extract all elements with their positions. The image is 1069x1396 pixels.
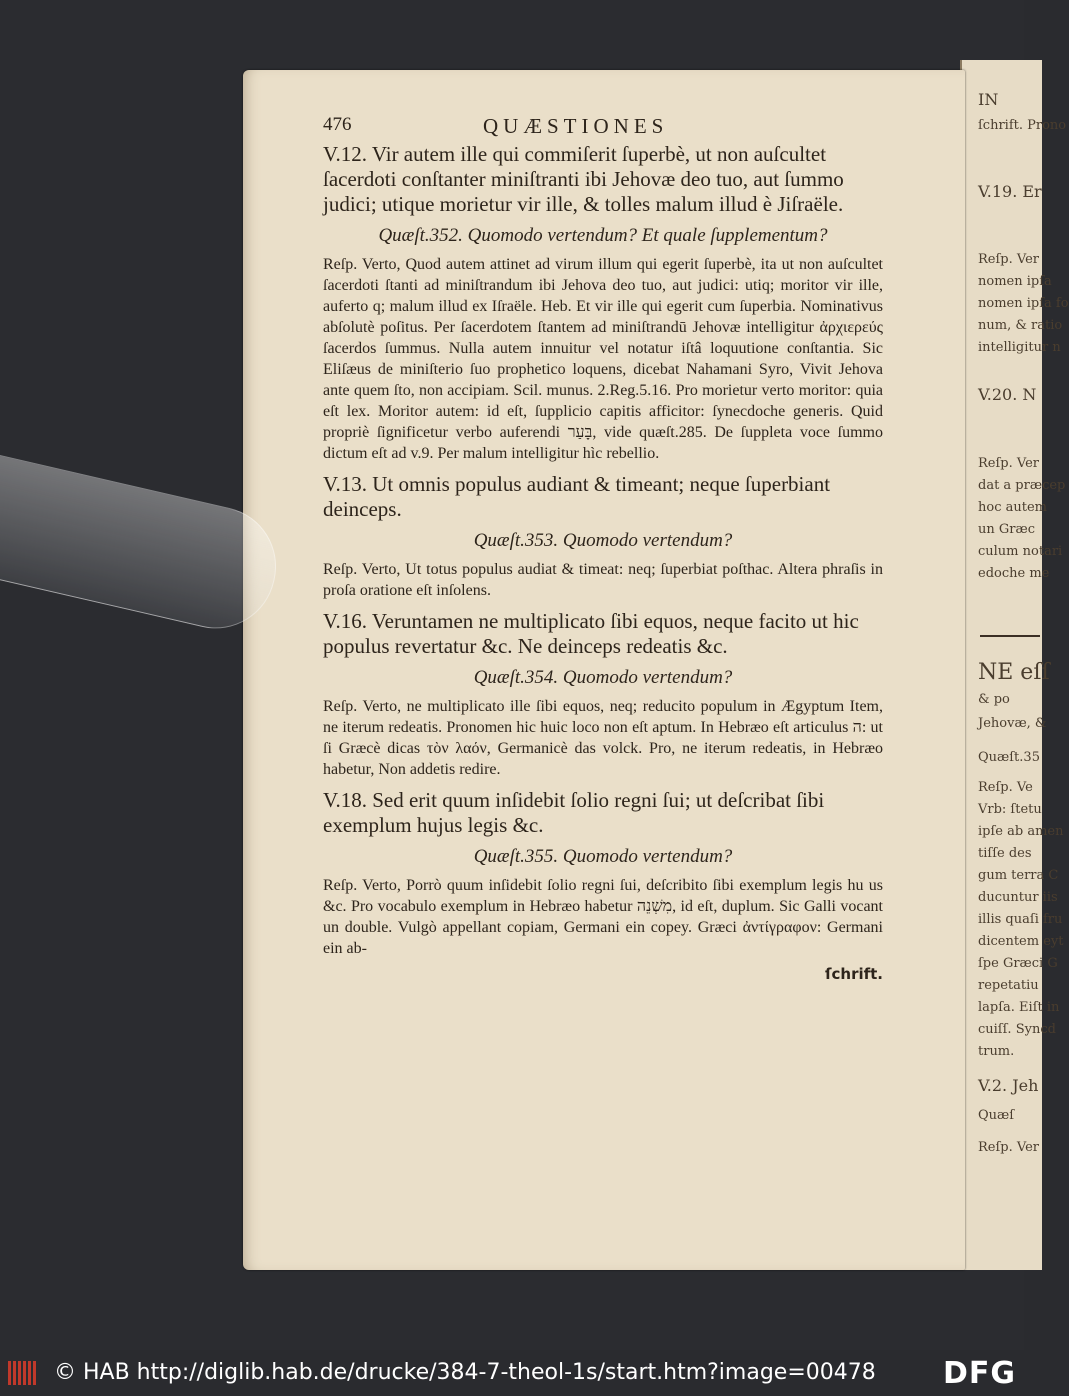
adjacent-page-fragment <box>960 60 1069 1270</box>
response-text: Reſp. Verto, Quod autem attinet ad virum illum qui egerit ſuperbè, ita ut non auſcultet ſacerdoti ſtanti ad miniſtrandum ibi Jehova deo tuo, aut judici: utiq; moritor vir ille, auferto q; malum illud ex Iſraële. Heb. Et vir ille qui egerit cum ſuperbia. Nominativus abſolutè poſitus. Per ſacerdotem ſtantem ad miniſtrandū Jehovæ intelligitur ἀρχιερεύς ſacerdos ſummus. Nulla autem innuitur vel notatur iſtâ loquutione conſtantia. Sic Eliſæus de miniſterio ſuo prophetico loquens, dicebat Nahamani Syro, Vivit Jehova ante quem ſto, non accipiam. Scil. munus. 2.Reg.5.16. Pro morietur verto moritor: quia eſt lex. Moritor autem: id eſt, ſupplicio capitis afficitor: ſynecdoche generis. Quid propriè ſignificetur verbo auferendi בָּעַר, vide quæſt.285. De ſuppleta voce ſummo dictum eſt ad v.9. Per malum intelligitur hìc rebellio. <box>323 256 883 462</box>
verse-text: V.16. Veruntamen ne multiplicato ſibi equos, neque facito ut hic populus revertatur &c. Ne deinceps redeatis &c. <box>323 609 859 658</box>
question-heading: Quæſt.355. Quomodo vertendum? <box>473 846 733 867</box>
fragment: cuiſſ. Syncd <box>978 1022 1056 1037</box>
fragment: V.19. Er <box>978 182 1042 201</box>
running-title: QUÆSTIONES <box>483 114 669 138</box>
fragment: Reſp. Ver <box>978 456 1039 471</box>
fragment: edoche me <box>978 566 1050 581</box>
fragment: repetatiu <box>978 978 1039 993</box>
fragment: V.20. N <box>978 385 1037 404</box>
book-page <box>243 70 965 1270</box>
fragment: trum. <box>978 1044 1015 1059</box>
fragment: Quæſt.35 <box>978 750 1040 765</box>
fragment: Quæſ <box>978 1108 1015 1123</box>
fragment: & po <box>978 692 1010 707</box>
fragment: Reſp. Ve <box>978 780 1033 795</box>
verse-text: V.13. Ut omnis populus audiant & timeant; neque ſuperbiant deinceps. <box>323 472 831 521</box>
fragment: Reſp. Ver <box>978 252 1039 267</box>
response-text: Reſp. Verto, Porrò quum inſidebit ſolio regni ſui, deſcribito ſibi exemplum legis hu us &c. Pro vocabulo exemplum in Hebræo habetur מִשְׁנֵה, id eſt, duplum. Sic Galli vocant un double. Vulgò appellant copiam, Germani ein copey. Græci ἀντίγραφον: Germani ein ab- <box>323 877 883 957</box>
fragment: Vrb: ſtetu <box>978 802 1042 817</box>
fragment: num, & ratio <box>978 318 1063 333</box>
fragment: dat a præcep <box>978 478 1066 493</box>
fragment: illis quaſi fru <box>978 912 1063 927</box>
fragment: NE eſſ <box>978 660 1050 685</box>
fragment: tiſſe des <box>978 846 1032 861</box>
dfg-logo: DFG <box>942 1356 1016 1391</box>
fragment: intelligitur n <box>978 340 1061 355</box>
catchword: ſchrift. <box>824 965 883 983</box>
fragment: dicentem eyt <box>978 934 1064 949</box>
fragment: hoc autem <box>978 500 1047 515</box>
fragment: gum terra C <box>978 868 1059 883</box>
fragment: ducuntur iis <box>978 890 1058 905</box>
question-heading: Quæſt.353. Quomodo vertendum? <box>473 530 733 551</box>
verse-text: V.12. Vir autem ille qui commiſerit ſuperbè, ut non auſcultet ſacerdoti conſtanter miniſtranti ibi Jehovæ deo tuo, aut ſummo judici; utique morietur vir ille, & tolles malum illud è Jiſraële. <box>323 142 844 216</box>
page-content <box>323 114 883 983</box>
fragment: un Græc <box>978 522 1035 537</box>
fragment: lapſa. Eiſt in <box>978 1000 1060 1015</box>
question-heading: Quæſt.352. Quomodo vertendum? Et quale ſupplementum? <box>378 225 828 246</box>
response-text: Reſp. Verto, Ut totus populus audiat & timeat: neq; ſuperbiat poſthac. Altera phraſis in proſa oratione eſt inſolens. <box>323 561 883 599</box>
fragment: IN <box>978 90 999 109</box>
fragment: nomen ipſa <box>978 274 1052 289</box>
fragment: V.2. Jeh <box>978 1076 1039 1095</box>
fragment: ſpe Græci G <box>978 956 1058 971</box>
running-head <box>323 114 883 140</box>
fragment: nomen ipſa fo <box>978 296 1069 311</box>
divider-rule <box>980 635 1040 637</box>
fragment: ſchrift. Prono <box>978 118 1067 133</box>
fragment: Jehovæ, & <box>978 716 1047 731</box>
fragment: culum notari <box>978 544 1063 559</box>
copyright-link[interactable]: © HAB http://diglib.hab.de/drucke/384-7-theol-1s/start.htm?image=00478 <box>54 1360 876 1385</box>
hab-barcode-icon <box>8 1361 46 1385</box>
verse-text: V.18. Sed erit quum inſidebit ſolio regni ſui; ut deſcribat ſibi exemplum hujus legis &c. <box>323 788 825 837</box>
page-number: 476 <box>323 114 352 135</box>
response-text: Reſp. Verto, ne multiplicato ille ſibi equos, neq; reducito populum in Ægyptum Item, ne iterum redeatis. Pronomen hic huic loco non eſt aptum. In Hebræo eſt articulus ה: ut ſi Græcè dicas τὸν λαόν, Germanicè das volck. Pro, ne iterum redeatis, in Hebræo habetur, Non addetis redire. <box>323 698 884 778</box>
fragment: ipſe ab amen <box>978 824 1064 839</box>
fragment: Reſp. Ver <box>978 1140 1039 1155</box>
question-heading: Quæſt.354. Quomodo vertendum? <box>473 667 733 688</box>
footer-bar <box>0 1350 1024 1396</box>
